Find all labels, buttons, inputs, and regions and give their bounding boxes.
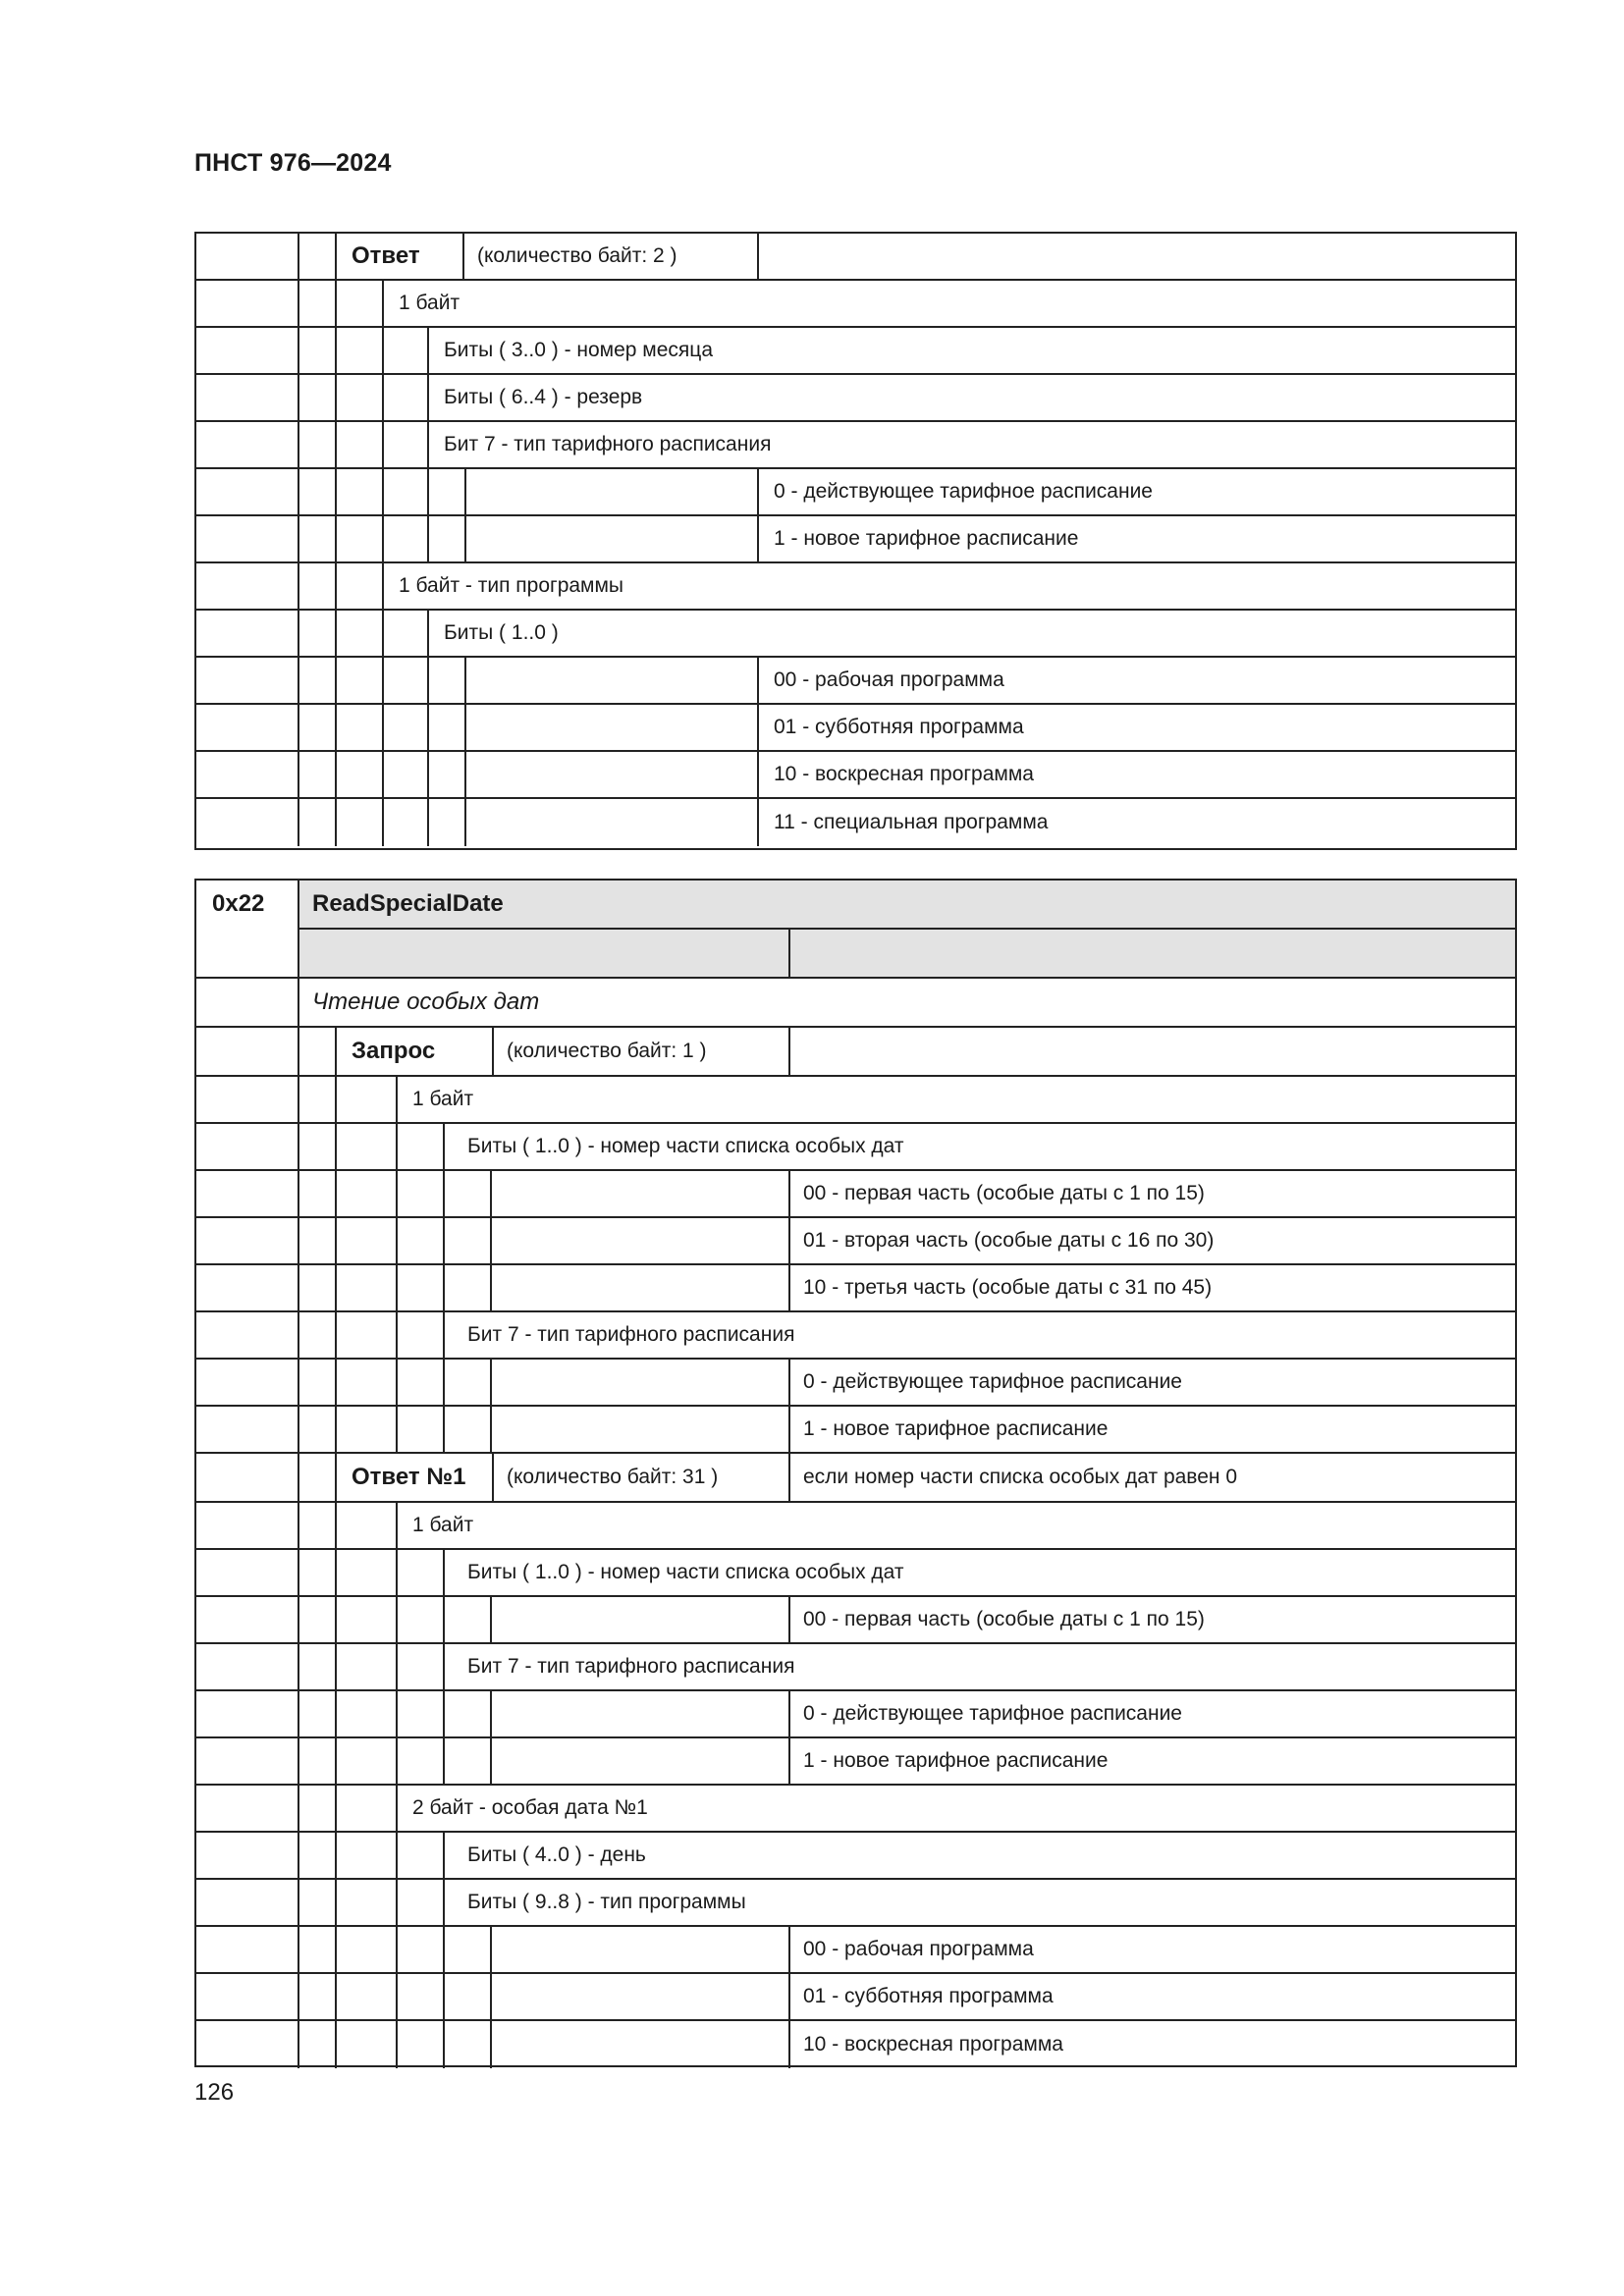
- byte-label: 1 байт: [399, 292, 460, 314]
- byte-label: 2 байт - особая дата №1: [412, 1796, 648, 1819]
- value-option: 00 - рабочая программа: [774, 668, 1004, 691]
- table-row: [196, 1360, 1515, 1407]
- value-option: 0 - действующее тарифное расписание: [803, 1370, 1182, 1393]
- request-byte-count: (количество байт: 1 ): [507, 1040, 707, 1062]
- response1-condition: если номер части списка особых дат равен 0: [803, 1466, 1238, 1488]
- response1-title: Ответ №1: [352, 1464, 466, 1490]
- table-row: [196, 1833, 1515, 1880]
- table-row: [196, 752, 1515, 799]
- table-row: [196, 611, 1515, 658]
- byte-label: 1 байт - тип программы: [399, 574, 624, 597]
- table-row: [196, 1312, 1515, 1360]
- response-title: Ответ: [352, 242, 420, 269]
- value-option: 1 - новое тарифное расписание: [803, 1417, 1109, 1440]
- value-option: 1 - новое тарифное расписание: [803, 1749, 1109, 1772]
- bits-field: Бит 7 - тип тарифного расписания: [467, 1323, 795, 1346]
- table-row: [196, 1077, 1515, 1124]
- table-row: [196, 1786, 1515, 1833]
- table-row: [196, 1644, 1515, 1691]
- table-row: [196, 1738, 1515, 1786]
- table-row: [196, 1691, 1515, 1738]
- request-title: Запрос: [352, 1038, 436, 1064]
- value-option: 01 - вторая часть (особые даты с 16 по 30): [803, 1229, 1215, 1252]
- table-row: [196, 1974, 1515, 2021]
- table-row: [196, 281, 1515, 328]
- byte-label: 1 байт: [412, 1514, 474, 1536]
- table-row: [196, 1407, 1515, 1454]
- command-code: 0x22: [212, 890, 265, 917]
- table-row: [196, 1028, 1515, 1077]
- response-byte-count: (количество байт: 2 ): [477, 244, 677, 267]
- response1-byte-count: (количество байт: 31 ): [507, 1466, 719, 1488]
- value-option: 0 - действующее тарифное расписание: [803, 1702, 1182, 1725]
- table-row: [196, 1880, 1515, 1927]
- response-structure-table: [194, 232, 1517, 850]
- table-row: [196, 1171, 1515, 1218]
- value-option: 1 - новое тарифное расписание: [774, 527, 1079, 550]
- value-option: 00 - первая часть (особые даты с 1 по 15): [803, 1608, 1205, 1630]
- table-row: [196, 799, 1515, 846]
- table-row: [196, 1218, 1515, 1265]
- table-row: [196, 469, 1515, 516]
- value-option: 01 - субботняя программа: [774, 716, 1024, 738]
- bits-field: Биты ( 6..4 ) - резерв: [444, 386, 643, 408]
- page-number: 126: [194, 2079, 235, 2106]
- command-description: Чтение особых дат: [312, 988, 540, 1015]
- bits-field: Биты ( 4..0 ) - день: [467, 1843, 646, 1866]
- bits-field: Биты ( 9..8 ) - тип программы: [467, 1891, 746, 1913]
- table-row: [196, 1124, 1515, 1171]
- table-row: [196, 979, 1515, 1028]
- bits-field: Биты ( 1..0 ) - номер части списка особых дат: [467, 1135, 904, 1157]
- value-option: 11 - специальная программа: [774, 811, 1049, 833]
- command-header: [196, 881, 1515, 979]
- value-option: 00 - первая часть (особые даты с 1 по 15): [803, 1182, 1205, 1204]
- table-row: [196, 705, 1515, 752]
- byte-label: 1 байт: [412, 1088, 474, 1110]
- table-row: [196, 1597, 1515, 1644]
- table-row: [196, 1454, 1515, 1503]
- table-row: [196, 234, 1515, 281]
- read-special-date-table: [194, 879, 1517, 2067]
- value-option: 0 - действующее тарифное расписание: [774, 480, 1153, 503]
- value-option: 10 - воскресная программа: [803, 2033, 1063, 2056]
- command-name: ReadSpecialDate: [312, 890, 504, 917]
- value-option: 10 - воскресная программа: [774, 763, 1034, 785]
- table-row: [196, 375, 1515, 422]
- table-row: [196, 1550, 1515, 1597]
- table-row: [196, 422, 1515, 469]
- table-row: [196, 1265, 1515, 1312]
- bits-field: Биты ( 3..0 ) - номер месяца: [444, 339, 714, 361]
- table-row: [196, 516, 1515, 563]
- table-row: [196, 1503, 1515, 1550]
- table-row: [196, 563, 1515, 611]
- bits-field: Биты ( 1..0 ) - номер части списка особых дат: [467, 1561, 904, 1583]
- value-option: 01 - субботняя программа: [803, 1985, 1054, 2007]
- table-row: [196, 658, 1515, 705]
- document-header: ПНСТ 976—2024: [194, 149, 392, 177]
- bits-field: Бит 7 - тип тарифного расписания: [467, 1655, 795, 1678]
- value-option: 10 - третья часть (особые даты с 31 по 45): [803, 1276, 1213, 1299]
- table-row: [196, 2021, 1515, 2068]
- bits-field: Биты ( 1..0 ): [444, 621, 559, 644]
- table-row: [196, 328, 1515, 375]
- table-row: [196, 1927, 1515, 1974]
- value-option: 00 - рабочая программа: [803, 1938, 1034, 1960]
- bits-field: Бит 7 - тип тарифного расписания: [444, 433, 772, 455]
